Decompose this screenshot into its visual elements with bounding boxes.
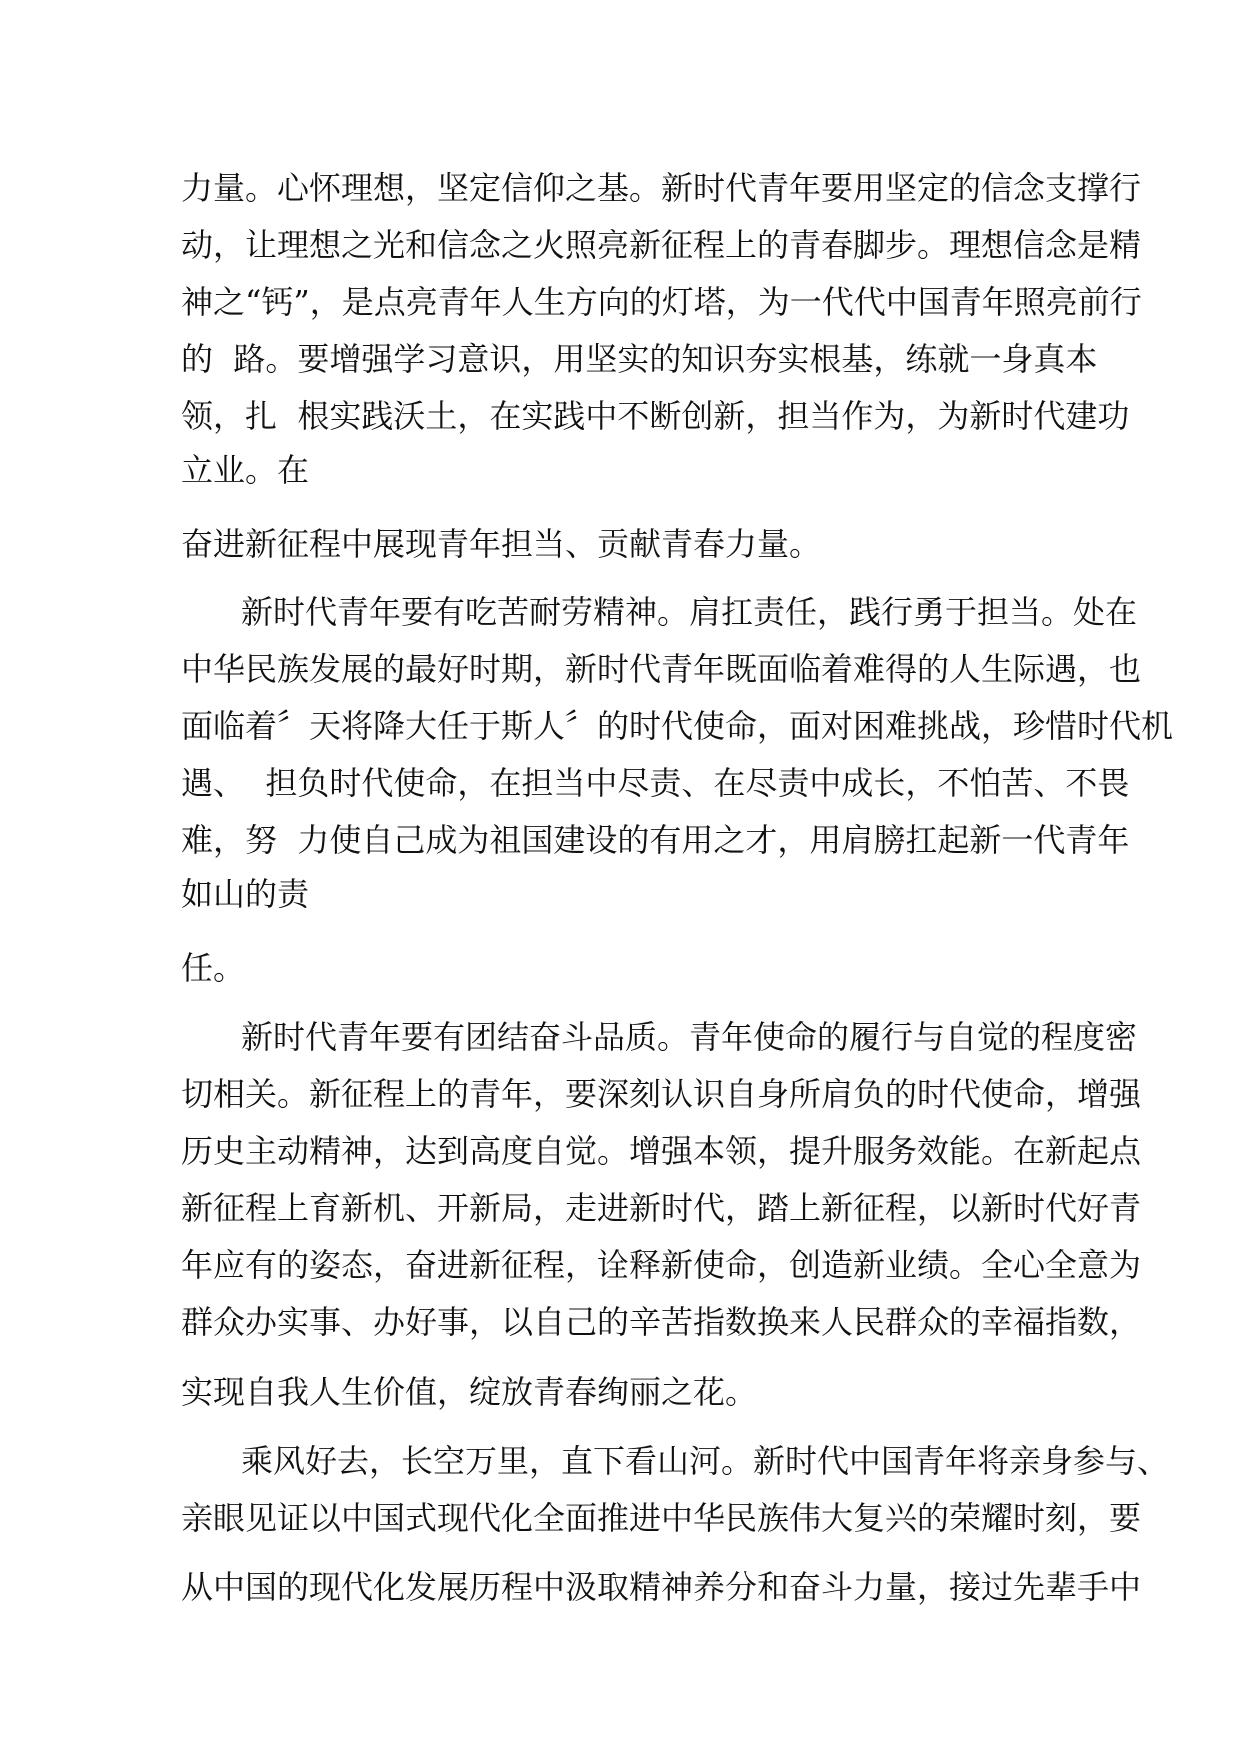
text-line: 遇、 担负时代使命，在担当中尽责、在尽责中成长，不怕苦、不畏 bbox=[181, 764, 1130, 802]
text-line: 立业。在 bbox=[181, 451, 310, 489]
text-line: 新征程上育新机、开新局，走进新时代，踏上新征程，以新时代好青 bbox=[181, 1189, 1142, 1227]
text-line: 难，努 力使自己成为祖国建设的有用之才，用肩膀扛起新一代青年 bbox=[181, 821, 1130, 859]
text-line: 实现自我人生价值，绽放青春绚丽之花。 bbox=[181, 1373, 758, 1411]
text-line: 如山的责 bbox=[181, 875, 310, 913]
text-line: 历史主动精神，达到高度自觉。增强本领，提升服务效能。在新起点 bbox=[181, 1132, 1142, 1170]
text-line: 神之“钙”，是点亮青年人生方向的灯塔，为一代代中国青年照亮前行 bbox=[181, 283, 1142, 321]
text-line: 任。 bbox=[181, 949, 246, 987]
text-line: 从中国的现代化发展历程中汲取精神养分和奋斗力量，接过先辈手中 bbox=[181, 1568, 1142, 1606]
paragraph-first-line: 乘风好去，长空万里，直下看山河。新时代中国青年将亲身参与、 bbox=[241, 1442, 1170, 1480]
paragraph-first-line: 新时代青年要有吃苦耐劳精神。肩扛责任，践行勇于担当。处在 bbox=[241, 593, 1138, 631]
text-line: 动，让理想之光和信念之火照亮新征程上的青春脚步。理想信念是精 bbox=[181, 226, 1142, 264]
text-line: 年应有的姿态，奋进新征程，诠释新使命，创造新业绩。全心全意为 bbox=[181, 1246, 1142, 1284]
text-line: 亲眼见证以中国式现代化全面推进中华民族伟大复兴的荣耀时刻，要 bbox=[181, 1499, 1142, 1537]
text-line: 领，扎 根实践沃土，在实践中不断创新，担当作为，为新时代建功 bbox=[181, 397, 1130, 435]
text-line: 面临着〞天将降大任于斯人〞的时代使命，面对困难挑战，珍惜时代机 bbox=[181, 707, 1174, 745]
text-line: 奋进新征程中展现青年担当、贡献青春力量。 bbox=[181, 525, 822, 563]
text-line: 群众办实事、办好事，以自己的辛苦指数换来人民群众的幸福指数， bbox=[181, 1303, 1142, 1341]
paragraph-first-line: 新时代青年要有团结奋斗品质。青年使命的履行与自觉的程度密 bbox=[241, 1018, 1138, 1056]
text-line: 切相关。新征程上的青年，要深刻认识自身所肩负的时代使命，增强 bbox=[181, 1075, 1142, 1113]
text-line: 的 路。要增强学习意识，用坚实的知识夯实根基，练就一身真本 bbox=[181, 340, 1098, 378]
text-line: 力量。心怀理想，坚定信仰之基。新时代青年要用坚定的信念支撑行 bbox=[181, 169, 1142, 207]
text-line: 中华民族发展的最好时期，新时代青年既面临着难得的人生际遇，也 bbox=[181, 650, 1142, 688]
